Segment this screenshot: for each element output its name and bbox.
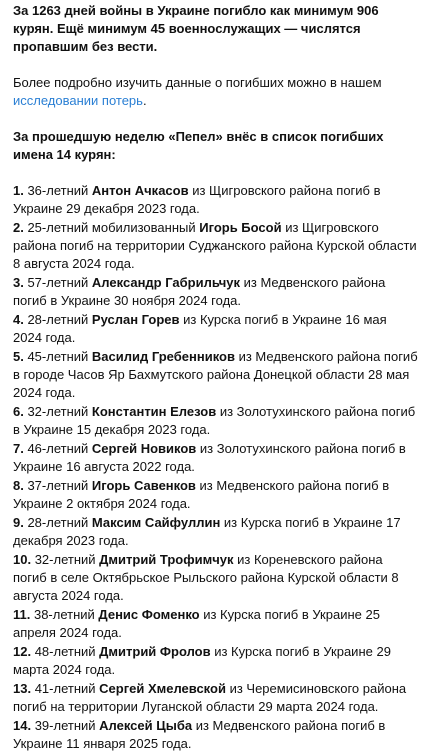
- item-details: из Кореневского района погиб в селе Октябрьское Рыльского района Курской области 8 августа 2024 года.: [13, 552, 399, 603]
- item-number: 10.: [13, 552, 32, 567]
- item-name: Игорь Савенков: [91, 478, 196, 493]
- item-name: Руслан Горев: [91, 312, 180, 327]
- week-heading: [13, 128, 419, 164]
- item-details: из Курска погиб в Украине 25 апреля 2024 года.: [13, 607, 380, 640]
- details-end: .: [142, 93, 147, 108]
- intro-text: За 1263 дней войны в Украине погибло как минимум 906 курян. Ещё минимум 45 военнослужащих — числятся пропавшим без вести.: [13, 3, 379, 54]
- item-name: Сергей Новиков: [91, 441, 197, 456]
- item-number: 1.: [13, 183, 24, 198]
- list-item: [13, 477, 419, 513]
- item-number: 2.: [13, 220, 24, 235]
- item-details: из Черемисиновского района погиб на территории Луганской области 29 марта 2024 года.: [13, 681, 407, 714]
- item-number: 14.: [13, 718, 32, 733]
- item-details: из Золотухинского района погиб в Украине 16 августа 2022 года.: [13, 441, 406, 474]
- item-details: из Курска погиб в Украине 16 мая 2024 года.: [13, 312, 387, 345]
- losses-research-link[interactable]: исследовании потерь: [13, 93, 143, 108]
- list-item: [13, 680, 419, 716]
- item-name: Алексей Цыба: [99, 718, 193, 733]
- details-paragraph: [13, 74, 419, 110]
- item-details: из Медвенского района погиб в Украине 30 ноября 2024 года.: [13, 275, 386, 308]
- list-item: [13, 440, 419, 476]
- list-item: [13, 643, 419, 679]
- item-prefix: 32-летний: [31, 552, 100, 567]
- item-name: Игорь Босой: [199, 220, 282, 235]
- item-number: 3.: [13, 275, 24, 290]
- list-item: [13, 551, 419, 605]
- item-name: Антон Ачкасов: [91, 183, 189, 198]
- list-item: [13, 311, 419, 347]
- item-prefix: 38-летний: [30, 607, 99, 622]
- list-item: [13, 514, 419, 550]
- list-item: [13, 403, 419, 439]
- item-prefix: 48-летний: [31, 644, 100, 659]
- item-name: Константин Елезов: [91, 404, 217, 419]
- item-name: Василид Гребенников: [91, 349, 235, 364]
- list-item: [13, 348, 419, 402]
- item-prefix: 45-летний: [23, 349, 92, 364]
- list-item: [13, 182, 419, 218]
- item-name: Дмитрий Трофимчук: [99, 552, 234, 567]
- item-prefix: 36-летний: [23, 183, 92, 198]
- list-item: [13, 274, 419, 310]
- item-details: из Щигровского района погиб на территории Суджанского района Курской области 8 августа 2024 года.: [13, 220, 417, 271]
- item-prefix: 28-летний: [23, 515, 92, 530]
- item-name: Александр Габрильчук: [91, 275, 241, 290]
- casualty-list: [13, 182, 419, 753]
- item-number: 6.: [13, 404, 24, 419]
- item-prefix: 46-летний: [23, 441, 92, 456]
- item-name: Дмитрий Фролов: [99, 644, 211, 659]
- item-prefix: 28-летний: [23, 312, 92, 327]
- item-details: из Щигровского района погиб в Украине 29 декабря 2023 года.: [13, 183, 381, 216]
- item-name: Максим Сайфуллин: [91, 515, 221, 530]
- item-prefix: 37-летний: [23, 478, 92, 493]
- week-text: За прошедшую неделю «Пепел» внёс в список погибших имена 14 курян:: [13, 129, 384, 162]
- item-prefix: 57-летний: [23, 275, 92, 290]
- item-prefix: 32-летний: [23, 404, 92, 419]
- item-details: из Медвенского района погиб в Украине 2 октября 2024 года.: [13, 478, 390, 511]
- item-prefix: 41-летний: [31, 681, 100, 696]
- list-item: [13, 219, 419, 273]
- details-text: Более подробно изучить данные о погибших можно в нашем: [13, 75, 382, 90]
- item-number: 5.: [13, 349, 24, 364]
- item-number: 11.: [13, 607, 31, 622]
- item-number: 13.: [13, 681, 32, 696]
- item-number: 9.: [13, 515, 24, 530]
- item-number: 7.: [13, 441, 24, 456]
- item-prefix: 39-летний: [31, 718, 100, 733]
- item-prefix: 25-летний мобилизованный: [23, 220, 200, 235]
- item-name: Денис Фоменко: [98, 607, 200, 622]
- item-details: из Медвенского района погиб в городе Часов Яр Бахмутского района Донецкой области 28 мая 2024 года.: [13, 349, 418, 400]
- item-number: 8.: [13, 478, 24, 493]
- item-name: Сергей Хмелевской: [99, 681, 226, 696]
- item-details: из Курска погиб в Украине 29 марта 2024 года.: [13, 644, 391, 677]
- item-details: из Курска погиб в Украине 17 декабря 2023 года.: [13, 515, 401, 548]
- intro-paragraph: [13, 2, 419, 56]
- item-number: 12.: [13, 644, 32, 659]
- item-details: из Золотухинского района погиб в Украине 15 декабря 2023 года.: [13, 404, 416, 437]
- list-item: [13, 606, 419, 642]
- list-item: [13, 717, 419, 753]
- item-details: из Медвенского района погиб в Украине 11 января 2025 года.: [13, 718, 386, 751]
- item-number: 4.: [13, 312, 24, 327]
